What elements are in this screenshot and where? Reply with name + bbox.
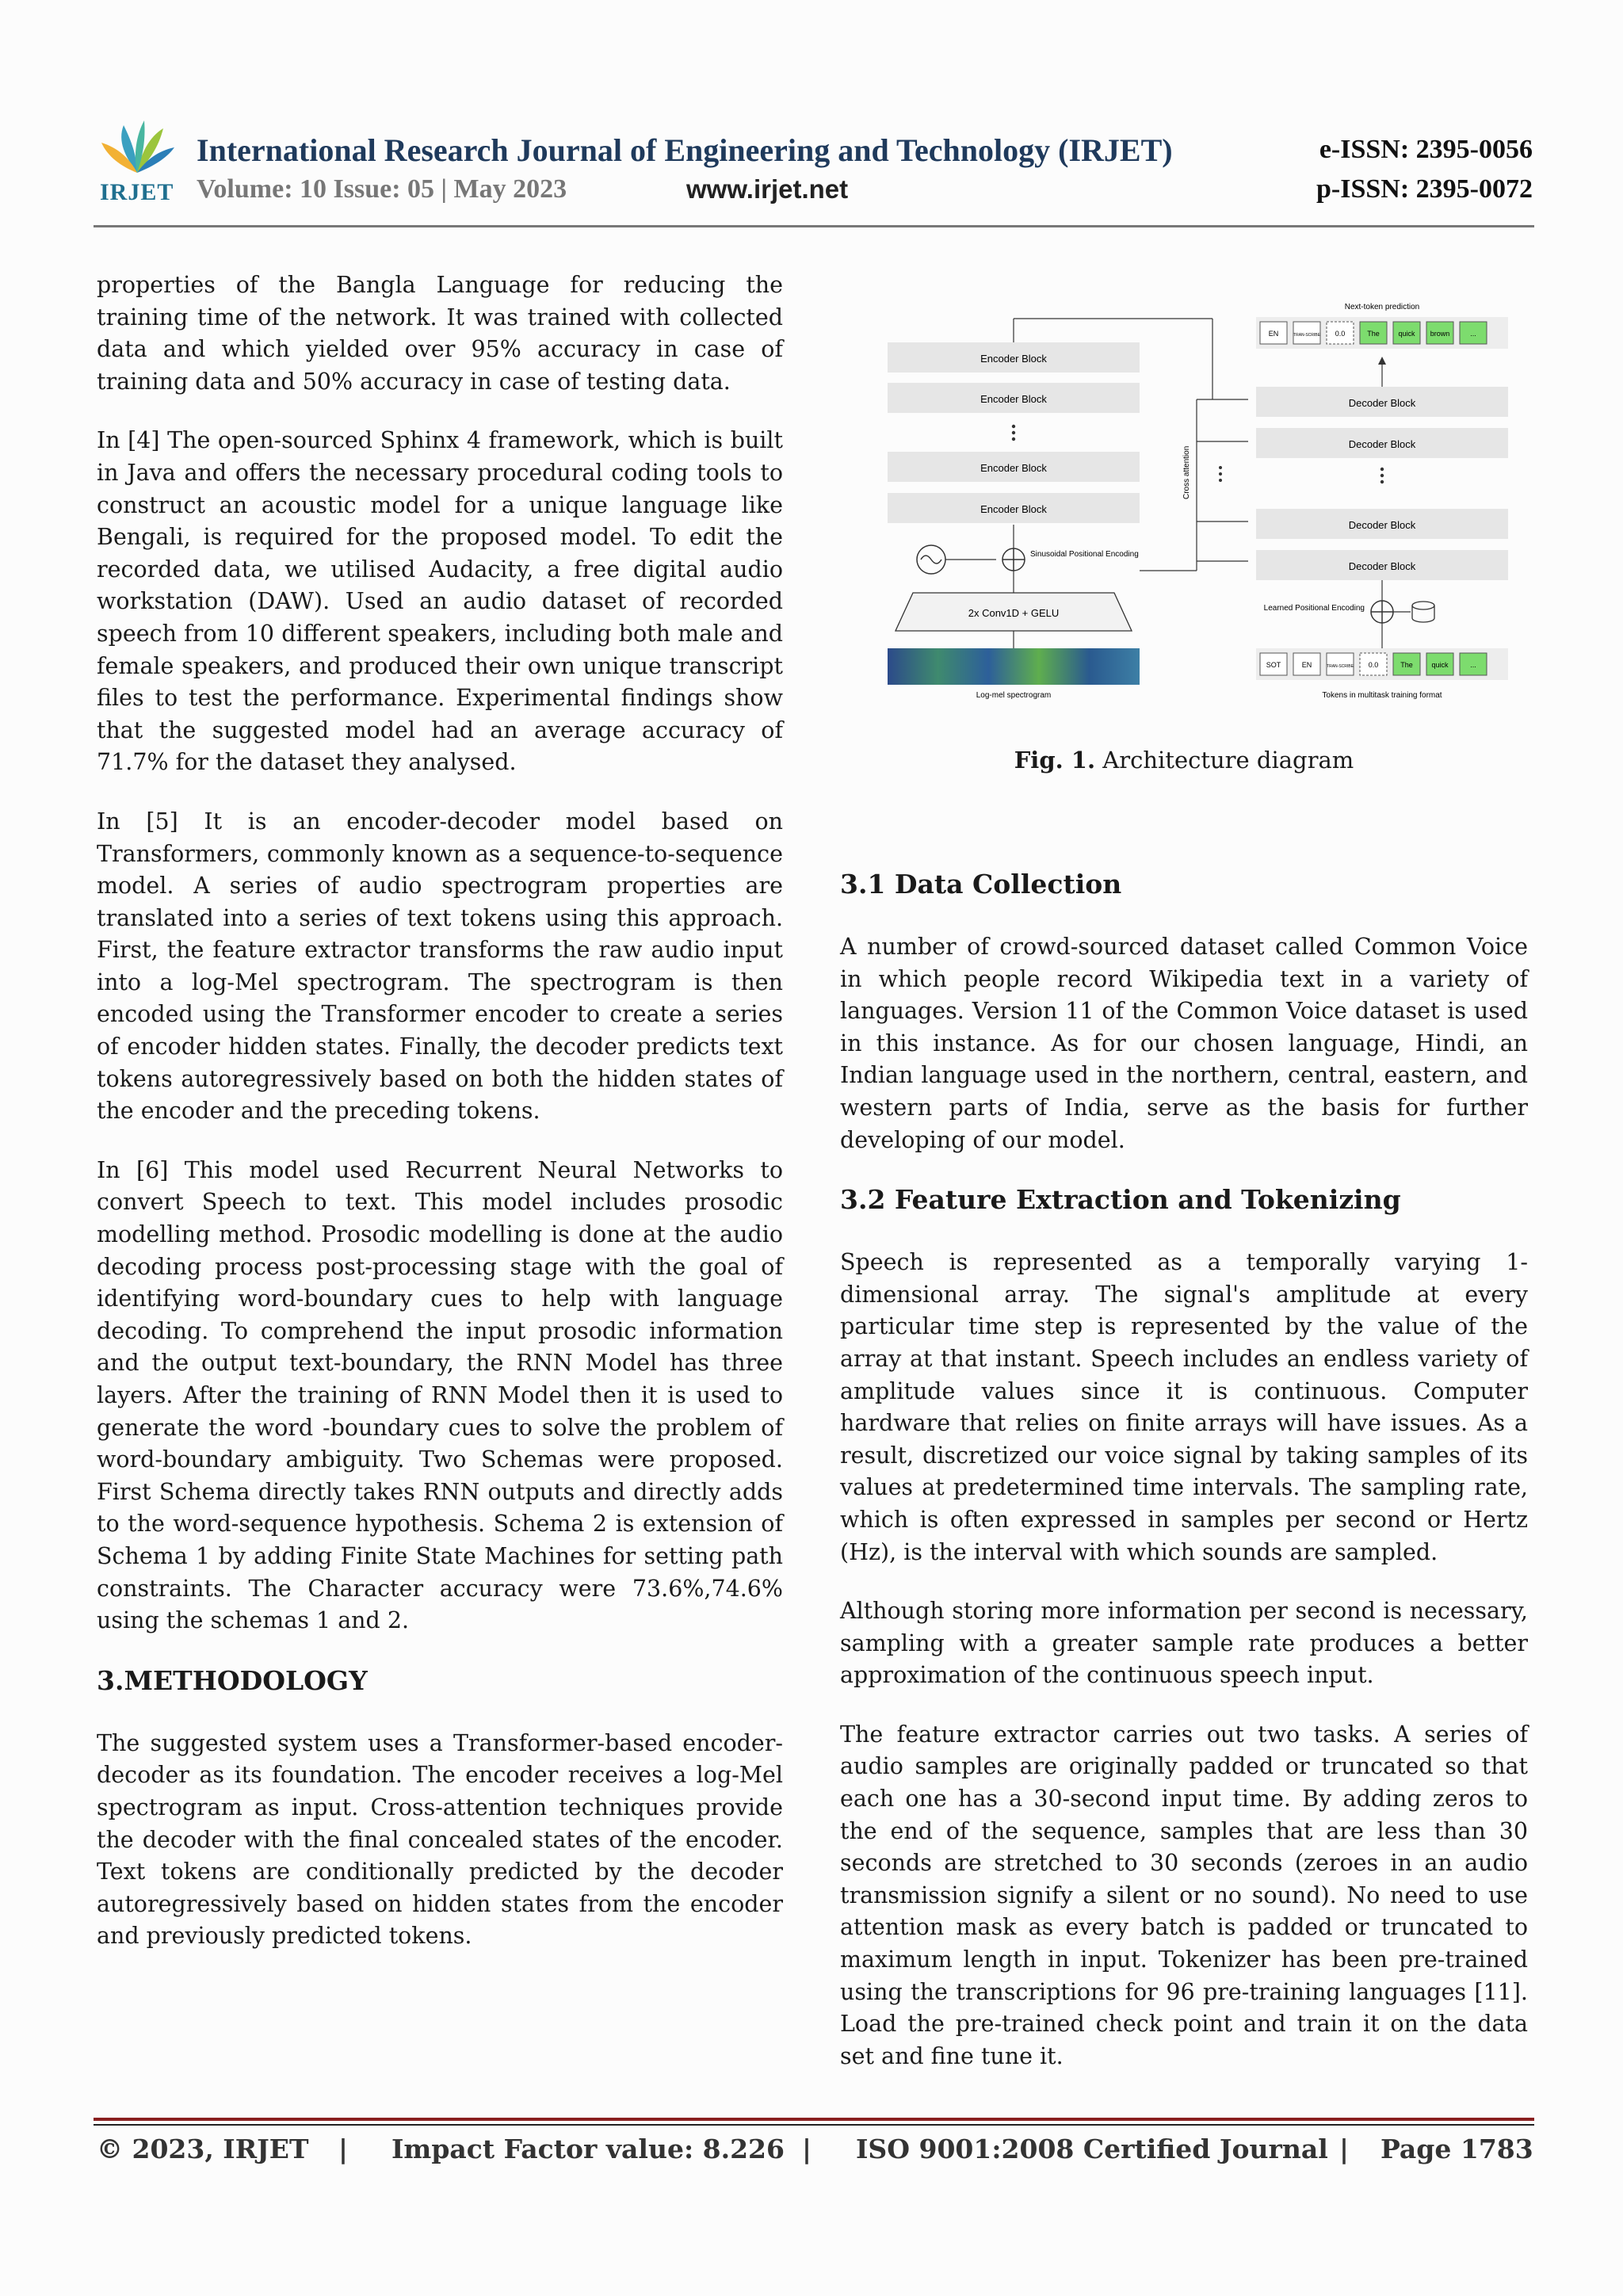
cross-attention-label: Cross attention — [1182, 445, 1191, 499]
section-heading-data-collection: 3.1 Data Collection — [840, 869, 1122, 900]
tokens-label: Tokens in multitask training format — [1322, 691, 1442, 700]
next-token-label: Next-token prediction — [1344, 303, 1420, 311]
bottom-token-row — [1256, 648, 1508, 680]
spectrogram-image — [888, 648, 1140, 685]
journal-title: International Research Journal of Engineering and Technology (IRJET) — [197, 132, 1173, 168]
copyright: © 2023, IRJET — [97, 2134, 309, 2164]
section-heading-methodology: 3.METHODOLOGY — [97, 1664, 368, 1696]
token-label: brown — [1430, 330, 1450, 338]
token-label: The — [1367, 330, 1380, 338]
token-label: 0.0 — [1368, 661, 1379, 669]
paragraph: Although storing more information per second is necessary, sampling with a greater sample rate produces a better approximation of the continuous speech input. — [840, 1598, 1528, 1689]
paragraph: The suggested system uses a Transformer-based encoder-decoder as its foundation. The encoder receives a log-Mel spectrogram as input. Cross-attention techniques provide the decoder with the final concealed states of the encoder. Text tokens are conditionally predicted by the decoder autoregressively based on hidden states from the encoder and previously predicted tokens. — [97, 1729, 783, 1950]
encoder-block-label: Encoder Block — [980, 353, 1047, 365]
encoder-block-label: Encoder Block — [980, 503, 1047, 515]
paragraph: A number of crowd-sourced dataset called Common Voice in which people record Wikipedia text in a variety of languages. Version 11 of the Common Voice dataset is used in this instance. As for our chosen language, Hindi, an Indian language used in the northern, central, eastern, and western parts of India, serve as the basis for further developing of our model. — [840, 934, 1528, 1153]
caption-label: Fig. 1. — [1014, 747, 1096, 774]
decoder-stack — [1256, 387, 1508, 580]
figure-caption — [840, 747, 1528, 774]
encoder-block-label: Encoder Block — [980, 393, 1047, 405]
header-divider — [94, 225, 1534, 227]
paragraph: Speech is represented as a temporally varying 1-dimensional array. The signal's amplitude at every particular time step is represented by the value of the array at that instant. Speech includes an endless variety of amplitude values since it is continuous. Computer hardware that relies on finite arrays will have issues. As a result, discretized our voice signal by taking samples of its values at predetermined time intervals. The sampling rate, which is often expressed in samples per second or Hertz (Hz), is the interval with which sounds are sampled. — [840, 1249, 1528, 1565]
top-token-row — [1256, 317, 1508, 349]
footer-separator: | — [802, 2134, 812, 2164]
token-label: EN — [1268, 330, 1279, 338]
right-column — [840, 868, 1528, 2099]
conv-label: 2x Conv1D + GELU — [968, 607, 1060, 619]
learned-pe-label: Learned Positional Encoding — [1263, 604, 1365, 613]
token-label: quick — [1398, 330, 1415, 338]
footer-rule — [94, 2118, 1534, 2121]
section-heading-feature-extraction: 3.2 Feature Extraction and Tokenizing — [840, 1184, 1401, 1216]
footer-separator: | — [1339, 2134, 1350, 2164]
decoder-block-label: Decoder Block — [1348, 519, 1416, 531]
token-label: 0.0 — [1335, 330, 1346, 338]
pissn: p-ISSN: 2395-0072 — [1316, 174, 1533, 204]
journal-website-link[interactable]: www.irjet.net — [686, 174, 849, 204]
token-label: SOT — [1266, 661, 1281, 669]
decoder-block-label: Decoder Block — [1348, 397, 1416, 409]
token-label: TRAN-SCRIBE — [1293, 333, 1320, 338]
paragraph: In [4] The open-sourced Sphinx 4 framework, which is built in Java and offers the necessary procedural coding tools to construct an acoustic model for a unique language like Bengali, is required for the proposed model. To edit the recorded data, we utilised Audacity, a free digital audio workstation (DAW). Used an audio dataset of recorded speech from 10 different speakers, including both male and female speakers, and produced their own unique transcript files to test the performance. Experimental findings show that the suggested model had an average accuracy of 71.7% for the dataset they analysed. — [97, 427, 783, 776]
footer-rule — [94, 2124, 1534, 2126]
token-label: The — [1400, 661, 1413, 669]
paragraph: In [6] This model used Recurrent Neural Networks to convert Speech to text. This model includes prosodic modelling method. Prosodic modelling is done at the audio decoding process post-processing stage with the goal of identifying word-boundary cues to help with language decoding. To comprehend the input prosodic information and the output text-boundary, the RNN Model has three layers. After the training of RNN Model then it is used to generate the word -boundary cues to solve the problem of word-boundary ambiguity. Two Schemas were proposed. First Schema directly takes RNN outputs and directly adds to the word-sequence hypothesis. Schema 2 is extension of Schema 1 by adding Finite State Machines for setting path constraints. The Character accuracy were 73.6%,74.6% using the schemas 1 and 2. — [97, 1156, 783, 1634]
spectrogram-label: Log-mel spectrogram — [976, 691, 1052, 700]
paragraph: The feature extractor carries out two tasks. A series of audio samples are originally padded or truncated so that each one has a 30-second input time. By adding zeros to the end of the sequence, samples that are less than 30 seconds are stretched to 30 seconds (zeroes in an audio transmission signify a silent or no sound). No need to use attention mask as every batch is padded or truncated to maximum length in input. Tokenizer has been pre-trained using the transcriptions for 96 pre-training languages [11]. Load the pre-trained check point and train it on the data set and fine tune it. — [840, 1721, 1528, 2069]
eissn: e-ISSN: 2395-0056 — [1319, 135, 1533, 164]
encoder-stack — [888, 342, 1140, 523]
decoder-block-label: Decoder Block — [1348, 560, 1416, 572]
page-header — [94, 117, 1534, 222]
architecture-diagram — [880, 301, 1514, 705]
volume-info: Volume: 10 Issue: 05 | May 2023 — [197, 174, 567, 204]
sinusoidal-label: Sinusoidal Positional Encoding — [1030, 550, 1139, 559]
token-label: ... — [1470, 330, 1476, 338]
caption-text: Architecture diagram — [1095, 747, 1354, 774]
decoder-block-label: Decoder Block — [1348, 438, 1416, 450]
impact-factor: Impact Factor value: 8.226 — [391, 2134, 785, 2164]
left-column — [97, 269, 783, 1980]
encoder-block-label: Encoder Block — [980, 462, 1047, 474]
footer-separator: | — [338, 2134, 349, 2164]
logo-text: IRJET — [100, 179, 174, 205]
paragraph: In [5] It is an encoder-decoder model based on Transformers, commonly known as a sequence-to-sequence model. A series of audio spectrogram properties are translated into a series of text tokens using this approach. First, the feature extractor transforms the raw audio input into a log-Mel spectrogram. The spectrogram is then encoded using the Transformer encoder to create a series of encoder hidden states. Finally, the decoder predicts text tokens autoregressively based on both the hidden states of the encoder and the preceding tokens. — [97, 808, 783, 1125]
token-label: quick — [1431, 661, 1449, 669]
paragraph: properties of the Bangla Language for reducing the training time of the network. It was trained with collected data and which yielded over 95% accuracy in case of training data and 50% accuracy in case of testing data. — [97, 272, 783, 395]
page-number: Page 1783 — [1381, 2134, 1533, 2164]
iso-certification: ISO 9001:2008 Certified Journal — [856, 2134, 1328, 2164]
token-label: ... — [1470, 661, 1476, 669]
token-label: EN — [1301, 661, 1312, 669]
token-label: TRAN-SCRIBE — [1327, 664, 1354, 669]
